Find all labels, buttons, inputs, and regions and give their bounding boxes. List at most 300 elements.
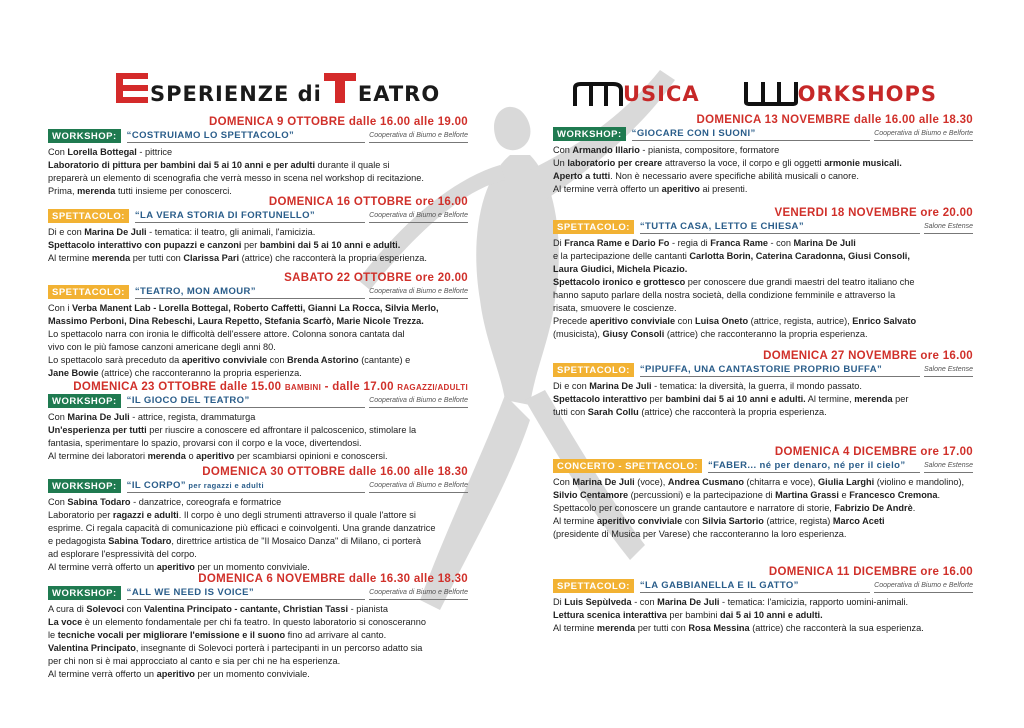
m-letter-graphic <box>573 82 623 106</box>
body-line <box>553 315 973 328</box>
bold-text: Silvio Centamore <box>553 490 629 500</box>
bold-text: merenda <box>854 394 893 404</box>
event-description <box>553 144 973 196</box>
bold-text: aperitivo <box>196 451 235 461</box>
text: Al termine <box>48 253 92 263</box>
bold-text: aperitivo conviviale <box>596 516 683 526</box>
event-venue: Cooperativa di Biumo e Belforte <box>369 210 468 223</box>
body-line <box>553 183 973 196</box>
bold-text: Valentina Principato <box>48 643 136 653</box>
event-header <box>48 394 468 408</box>
event-venue: Cooperativa di Biumo e Belforte <box>369 286 468 299</box>
event-title <box>640 364 920 377</box>
text: per bambini <box>666 610 720 620</box>
text: (chitarra e voce), <box>743 477 819 487</box>
text: e <box>838 490 850 500</box>
body-line <box>553 170 973 183</box>
text: le <box>48 630 58 640</box>
text: (percussioni) e la partecipazione di <box>628 490 776 500</box>
event-title-text: “IL GIOCO DEL TEATRO” <box>126 395 250 406</box>
event-date <box>48 573 468 585</box>
bold-text: Silvia Sartorio <box>702 516 764 526</box>
text: Al termine verrà offerto un <box>48 669 157 679</box>
bold-text: merenda <box>91 253 131 263</box>
body-line <box>48 159 468 172</box>
event-date <box>553 566 973 578</box>
body-line <box>553 476 973 489</box>
event-type-badge: SPETTACOLO: <box>553 579 634 593</box>
body-line <box>48 548 468 561</box>
text: (attrice) che racconteranno la propria esperienza. <box>98 368 302 378</box>
event-date-text: DOMENICA 4 DICEMBRE ore 17.00 <box>774 446 973 458</box>
body-line <box>553 276 973 289</box>
event-date <box>48 466 468 478</box>
event-venue: Cooperativa di Biumo e Belforte <box>874 580 973 593</box>
event-venue: Cooperativa di Biumo e Belforte <box>369 480 468 493</box>
text: per tutti con <box>635 623 689 633</box>
text: Al termine dei laboratori <box>48 451 148 461</box>
text: Prima, <box>48 186 78 196</box>
text: Un <box>553 158 568 168</box>
text: . <box>937 490 941 500</box>
bold-text: Lettura scenica interattiva <box>553 610 667 620</box>
text: risata, smuovere le coscienze. <box>553 303 677 313</box>
bold-text: aperitivo <box>156 669 195 679</box>
text: attraverso la voce, il corpo e gli oggetti <box>662 158 825 168</box>
text: (presidente di Musica per Varese) che racconteranno la loro esperienza. <box>553 529 847 539</box>
text: (attrice, regista) <box>763 516 833 526</box>
right-heading <box>573 66 937 106</box>
event-section <box>553 350 973 419</box>
body-line <box>48 509 468 522</box>
text: - pianista, compositore, formatore <box>639 145 780 155</box>
e-letter-graphic <box>114 70 150 106</box>
left-heading <box>114 66 440 106</box>
event-type-badge: SPETTACOLO: <box>553 220 634 234</box>
text: per conoscere due grandi maestri del teatro italiano che <box>685 277 915 287</box>
body-line <box>553 237 973 250</box>
event-title-text: “GIOCARE CON I SUONI” <box>631 128 756 139</box>
bold-text: Clarissa Pari <box>183 253 240 263</box>
event-title-text: “COSTRUIAMO LO SPETTACOLO” <box>126 130 295 141</box>
date-audience-adults: RAGAZZI/ADULTI <box>397 383 468 392</box>
event-section <box>48 466 468 574</box>
event-type-badge: WORKSHOP: <box>48 586 121 600</box>
text: Di e con <box>553 381 590 391</box>
text: preparerà un elemento di scenografia che verrà messo in scena nel workshop di recitazione. <box>48 173 424 183</box>
event-venue: Salone Estense <box>924 460 973 473</box>
bold-text: Aperto a tutti <box>553 171 611 181</box>
bold-text: bambini dai 5 ai 10 anni e adulti. <box>259 240 401 250</box>
bold-text: Franca Rame <box>710 238 768 248</box>
text: hanno saputo parlare della nostra società, della condizione femminile e attraverso la <box>553 290 896 300</box>
event-title <box>127 395 365 408</box>
body-line <box>553 609 973 622</box>
body-line <box>48 603 468 616</box>
text: - con <box>768 238 794 248</box>
heading-text-part1: SPERIENZE di <box>150 82 322 106</box>
bold-text: Spettacolo interattivo <box>553 394 647 404</box>
text: durante il quale si <box>315 160 390 170</box>
event-venue: Cooperativa di Biumo e Belforte <box>369 395 468 408</box>
text: (attrice) che racconterà la sua esperienza. <box>749 623 924 633</box>
body-line <box>48 411 468 424</box>
text: (attrice) che racconterà la propria esperienza. <box>638 407 827 417</box>
bold-text: merenda <box>596 623 636 633</box>
text: Con <box>48 497 68 507</box>
event-section <box>48 116 468 198</box>
event-type-badge: WORKSHOP: <box>48 479 121 493</box>
bold-text: Spettacolo interattivo con pupazzi e canzoni <box>48 240 242 250</box>
event-header <box>553 459 973 473</box>
event-venue: Salone Estense <box>924 221 973 234</box>
body-line <box>48 367 468 380</box>
event-date-text: DOMENICA 11 DICEMBRE ore 16.00 <box>768 566 973 578</box>
event-description <box>48 496 468 574</box>
event-date <box>553 207 973 219</box>
bold-text: tecniche vocali per migliorare l'emissione e il suono <box>57 630 286 640</box>
event-header <box>48 209 468 223</box>
event-header <box>48 285 468 299</box>
text: Al termine <box>553 516 597 526</box>
text: fantasia, sperimentare lo spazio, provarsi con il corpo e la voce, divertendosi. <box>48 438 362 448</box>
event-title <box>135 286 365 299</box>
bold-text: aperitivo conviviale <box>181 355 268 365</box>
body-line <box>553 263 973 276</box>
event-description <box>48 411 468 463</box>
bold-text: Sarah Collu <box>587 407 639 417</box>
event-date <box>553 350 973 362</box>
event-date-text: DOMENICA 9 OTTOBRE dalle 16.00 alle 19.00 <box>208 116 468 128</box>
body-line <box>48 226 468 239</box>
text: per un momento conviviale. <box>194 669 310 679</box>
text: Con <box>48 412 68 422</box>
event-date <box>48 272 468 284</box>
body-line <box>553 489 973 502</box>
event-description <box>553 476 973 541</box>
text: Precede <box>553 316 590 326</box>
event-title <box>127 587 365 600</box>
text: per un momento conviviale. <box>194 562 310 572</box>
event-type-badge: WORKSHOP: <box>553 127 626 141</box>
body-line <box>553 289 973 302</box>
bold-text: Enrico Salvato <box>852 316 917 326</box>
event-date-text: DOMENICA 23 OTTOBRE dalle 15.00 <box>73 381 282 393</box>
body-line <box>553 515 973 528</box>
bold-text: Laboratorio di pittura per bambini dai 5 ai 10 anni e per adulti <box>48 160 315 170</box>
event-date <box>48 116 468 128</box>
text: - pianista <box>348 604 388 614</box>
bold-text: Valentina Principato - cantante, Christian Tassi <box>144 604 349 614</box>
text: vivo con le più famose canzoni americane degli anni 80. <box>48 342 276 352</box>
event-section <box>48 381 468 463</box>
text: è un elemento fondamentale per chi fa teatro. In questo laboratorio si conosceranno <box>82 617 426 627</box>
event-date-text: DOMENICA 13 NOVEMBRE dalle 16.00 alle 18.30 <box>696 114 973 126</box>
text: o <box>185 451 197 461</box>
bold-text: La voce <box>48 617 83 627</box>
bold-text: Rosa Messina <box>688 623 750 633</box>
text: Al termine verrà offerto un <box>48 562 157 572</box>
text: Di <box>553 597 565 607</box>
text: (musicista), <box>553 329 603 339</box>
event-title <box>127 480 365 493</box>
text: Con i <box>48 303 73 313</box>
text: , insegnante di Solevoci porterà i partecipanti in un percorso adatto sia <box>135 643 423 653</box>
text: e la partecipazione delle cantanti <box>553 251 690 261</box>
bold-text: dai 5 ai 10 anni e adulti. <box>720 610 823 620</box>
bold-text: Solevoci <box>86 604 125 614</box>
text: con <box>675 316 695 326</box>
event-title <box>135 210 365 223</box>
event-section <box>553 114 973 196</box>
heading-text-musica: USICA <box>623 82 700 106</box>
body-line <box>48 172 468 185</box>
event-venue: Cooperativa di Biumo e Belforte <box>369 587 468 600</box>
text: . Non è necessario avere specifiche abilità musicali o canore. <box>610 171 859 181</box>
body-line <box>553 328 973 341</box>
body-line <box>48 341 468 354</box>
text: Con <box>48 147 68 157</box>
body-line <box>48 535 468 548</box>
bold-text: Brenda Astorino <box>287 355 359 365</box>
event-title-text: “PIPUFFA, UNA CANTASTORIE PROPRIO BUFFA” <box>639 364 883 375</box>
event-type-badge: WORKSHOP: <box>48 394 121 408</box>
event-title-audience: per ragazzi e adulti <box>185 481 264 490</box>
body-line <box>553 393 973 406</box>
text: Al termine <box>553 623 597 633</box>
text: per <box>646 394 666 404</box>
event-date <box>48 381 468 393</box>
text: Laboratorio per <box>48 510 113 520</box>
bold-text: Armando Illario <box>572 145 640 155</box>
event-title-text: “FABER... né per denaro, né per il cielo” <box>708 460 906 471</box>
bold-text: Marina De Juli <box>793 238 856 248</box>
event-description <box>48 226 468 265</box>
bold-text: Sabina Todaro <box>108 536 172 546</box>
body-line <box>553 380 973 393</box>
text: Con <box>553 145 573 155</box>
text: (attrice, regista, autrice), <box>748 316 853 326</box>
text: - tematica: il teatro, gli animali, l'amicizia. <box>146 227 316 237</box>
body-line <box>48 328 468 341</box>
bold-text: laboratorio per creare <box>567 158 663 168</box>
t-letter-graphic <box>322 70 358 106</box>
text: - tematica: la diversità, la guerra, il mondo passato. <box>651 381 862 391</box>
text: fino ad arrivare al canto. <box>285 630 387 640</box>
event-section <box>553 446 973 541</box>
bold-text: Carlotta Borin, Caterina Caradonna, Giusi Consoli, <box>689 251 910 261</box>
body-line <box>553 302 973 315</box>
text: . <box>912 503 916 513</box>
bold-text: aperitivo <box>661 184 700 194</box>
event-header <box>48 586 468 600</box>
body-line <box>553 157 973 170</box>
text: (voce), <box>634 477 668 487</box>
event-type-badge: SPETTACOLO: <box>48 285 129 299</box>
event-title <box>640 221 920 234</box>
bold-text: Verba Manent Lab - Lorella Bottegal, Roberto Caffetti, Gianni La Rocca, Silvia Merlo, <box>72 303 439 313</box>
bold-text: Martina Grassi <box>775 490 839 500</box>
text: - regia di <box>669 238 711 248</box>
event-date <box>553 446 973 458</box>
event-title-text: “TEATRO, MON AMOUR” <box>134 286 256 297</box>
event-type-badge: SPETTACOLO: <box>553 363 634 377</box>
event-date <box>553 114 973 126</box>
text: (attrice) che racconterà la propria esperienza. <box>239 253 427 263</box>
event-description <box>553 596 973 635</box>
body-line <box>48 522 468 535</box>
event-date-text: SABATO 22 OTTOBRE ore 20.00 <box>284 272 468 284</box>
bold-text: aperitivo <box>156 562 195 572</box>
event-title-text: “TUTTA CASA, LETTO E CHIESA” <box>639 221 804 232</box>
bold-text: Lorella Bottegal <box>67 147 137 157</box>
body-line <box>48 629 468 642</box>
body-line <box>48 642 468 655</box>
event-title <box>708 460 920 473</box>
event-header <box>48 129 468 143</box>
text: (attrice) che racconteranno la propria esperienza. <box>664 329 868 339</box>
bold-text: armonie musicali. <box>824 158 902 168</box>
text: - danzatrice, coreografa e formatrice <box>130 497 282 507</box>
bold-text: Marina De Juli <box>84 227 147 237</box>
event-header <box>553 127 973 141</box>
event-description <box>48 603 468 681</box>
date-mid-text: - dalle 17.00 <box>321 381 398 393</box>
event-section <box>48 272 468 380</box>
bold-text: Marina De Juli <box>657 597 720 607</box>
heading-text-workshops: ORKSHOPS <box>797 82 938 106</box>
bold-text: Spettacolo ironico e grottesco <box>553 277 686 287</box>
text: per <box>241 240 260 250</box>
body-line <box>48 146 468 159</box>
text: tutti insieme per conoscerci. <box>115 186 232 196</box>
bold-text: Marina De Juli <box>589 381 652 391</box>
bold-text: Giusy Consoli <box>602 329 665 339</box>
text: per scambiarsi opinioni e conoscersi. <box>234 451 388 461</box>
event-header <box>553 579 973 593</box>
text: . Il corpo è uno degli strumenti attraverso il quale l'attore si <box>178 510 416 520</box>
body-line <box>48 315 468 328</box>
text: con <box>682 516 703 526</box>
event-date-text: VENERDI 18 NOVEMBRE ore 20.00 <box>774 207 973 219</box>
text: - attrice, regista, drammaturga <box>129 412 256 422</box>
bold-text: Marina De Juli <box>572 477 635 487</box>
text: con <box>124 604 145 614</box>
bold-text: merenda <box>77 186 116 196</box>
text: Lo spettacolo sarà preceduto da <box>48 355 182 365</box>
bold-text: Fabrizio De Andrè <box>834 503 913 513</box>
text: Con <box>553 477 573 487</box>
body-line <box>553 528 973 541</box>
text: per chi non si è mai approcciato al canto e sia per chi ne ha esperienza. <box>48 656 341 666</box>
text: Lo spettacolo narra con ironia le difficoltà dell'essere attore. Colonna sonora cantata dal <box>48 329 405 339</box>
event-title-text: “ALL WE NEED IS VOICE” <box>126 587 255 598</box>
event-date-text: DOMENICA 16 OTTOBRE ore 16.00 <box>268 196 468 208</box>
event-description <box>553 380 973 419</box>
event-title <box>127 130 365 143</box>
heading-text-part2: EATRO <box>357 82 441 106</box>
date-audience-kids: BAMBINI <box>284 383 322 392</box>
text: e pedagogista <box>48 536 109 546</box>
text: ai presenti. <box>699 184 748 194</box>
event-header <box>553 363 973 377</box>
event-venue: Cooperativa di Biumo e Belforte <box>874 128 973 141</box>
bold-text: Luisa Oneto <box>694 316 749 326</box>
body-line <box>48 616 468 629</box>
body-line <box>553 622 973 635</box>
event-title <box>640 580 870 593</box>
body-line <box>48 450 468 463</box>
bold-text: Un'esperienza per tutti <box>48 425 147 435</box>
event-type-badge: WORKSHOP: <box>48 129 121 143</box>
event-venue: Cooperativa di Biumo e Belforte <box>369 130 468 143</box>
text: (violino e mandolino), <box>874 477 965 487</box>
text: (cantante) e <box>358 355 411 365</box>
body-line <box>48 302 468 315</box>
text: con <box>267 355 288 365</box>
bold-text: Marco Aceti <box>832 516 885 526</box>
bold-text: Giulia Larghi <box>818 477 875 487</box>
bold-text: Jane Bowie <box>48 368 99 378</box>
w-letter-graphic <box>744 82 798 106</box>
event-description <box>553 237 973 341</box>
event-section <box>48 573 468 681</box>
event-date-text: DOMENICA 6 NOVEMBRE dalle 16.30 alle 18.30 <box>198 573 468 585</box>
bold-text: bambini dai 5 ai 10 anni e adulti. <box>665 394 806 404</box>
bold-text: Marina De Juli <box>67 412 130 422</box>
text: , direttrice artistica de "Il Mosaico Danza" di Milano, ci porterà <box>171 536 422 546</box>
body-line <box>553 250 973 263</box>
body-line <box>553 502 973 515</box>
bold-text: Sabina Todaro <box>67 497 131 507</box>
event-section <box>553 207 973 341</box>
text: Al termine verrà offerto un <box>553 184 662 194</box>
text: per tutti con <box>130 253 184 263</box>
event-title-text: “IL CORPO” <box>126 480 186 491</box>
body-line <box>48 668 468 681</box>
event-title <box>632 128 870 141</box>
bold-text: Luis Sepùlveda <box>564 597 632 607</box>
text: - tematica: l'amicizia, rapporto uomini-animali. <box>719 597 909 607</box>
bold-text: Laura Giudici, Michela Picazio. <box>553 264 688 274</box>
bold-text: merenda <box>147 451 186 461</box>
event-description <box>48 302 468 380</box>
text: - pittrice <box>136 147 173 157</box>
text: per <box>892 394 909 404</box>
bold-text: Massimo Perboni, Dina Rebeschi, Laura Repetto, Stefania Scarfò, Marie Nicole Trezza. <box>48 316 424 326</box>
text: ad esplorare l'espressività del corpo. <box>48 549 197 559</box>
body-line <box>553 406 973 419</box>
bold-text: Andrea Cusmano <box>667 477 744 487</box>
text: Spettacolo per conoscere un grande cantautore e narratore di storie, <box>553 503 835 513</box>
bold-text: ragazzi e adulti <box>112 510 179 520</box>
body-line <box>553 596 973 609</box>
event-header <box>48 479 468 493</box>
text: Di <box>553 238 565 248</box>
text: tutti con <box>553 407 588 417</box>
event-date <box>48 196 468 208</box>
text: Al termine, <box>805 394 855 404</box>
event-date-text: DOMENICA 30 OTTOBRE dalle 16.00 alle 18.30 <box>202 466 468 478</box>
event-type-badge: CONCERTO - SPETTACOLO: <box>553 459 702 473</box>
text: - con <box>631 597 658 607</box>
body-line <box>553 144 973 157</box>
event-type-badge: SPETTACOLO: <box>48 209 129 223</box>
bold-text: aperitivo conviviale <box>589 316 676 326</box>
text: Di e con <box>48 227 85 237</box>
text: per riuscire a conoscere ed affrontare il palcoscenico, stimolare la <box>146 425 417 435</box>
body-line <box>48 252 468 265</box>
